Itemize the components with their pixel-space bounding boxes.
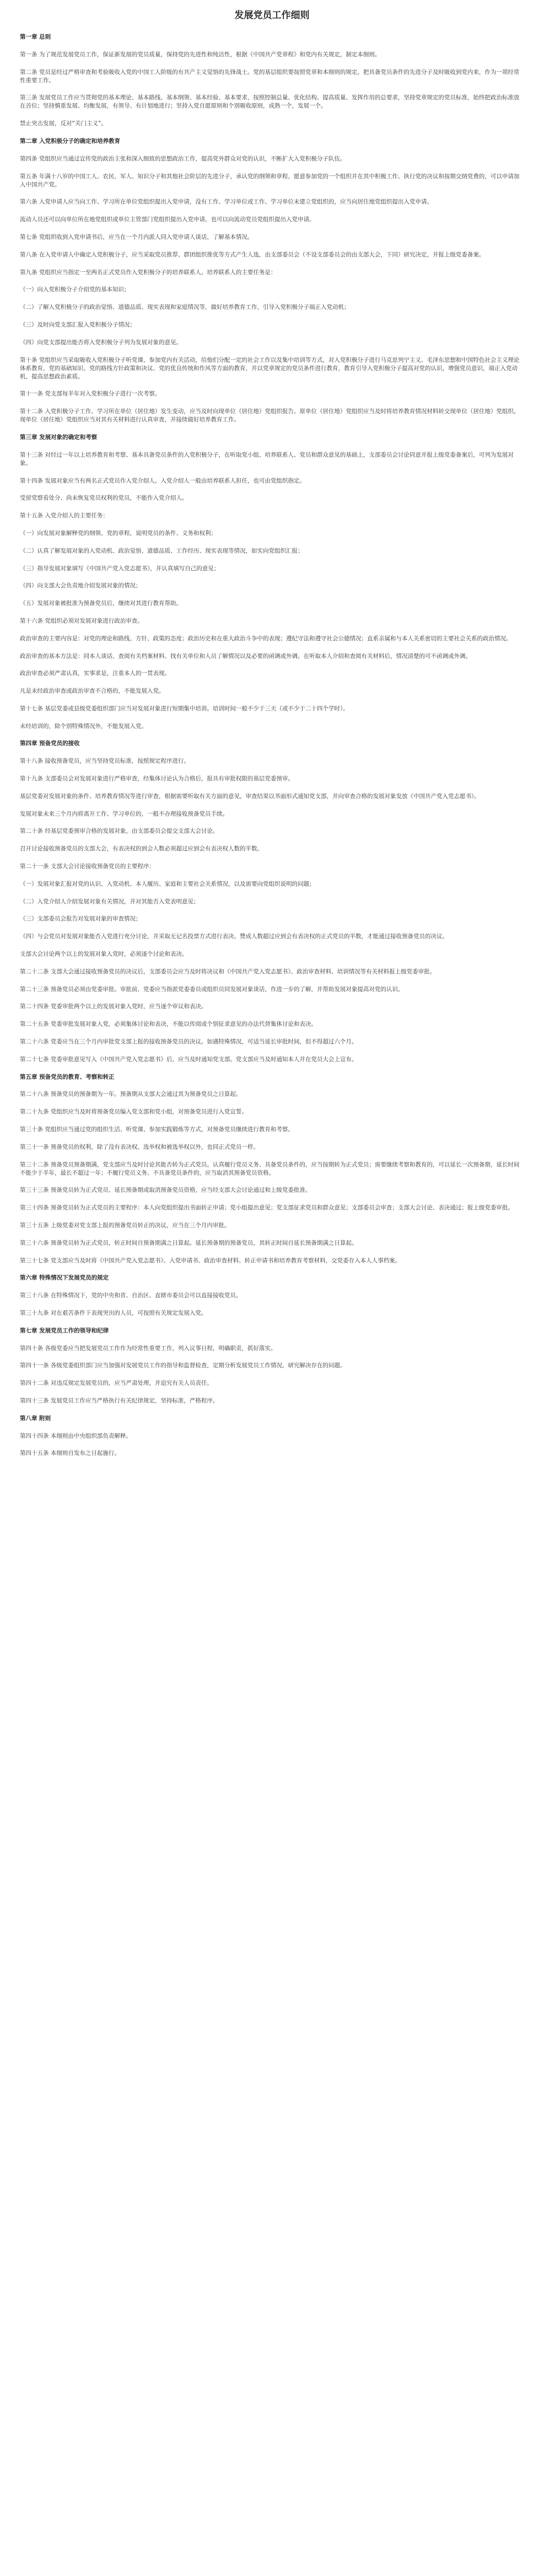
- paragraph: 第十一条 党支部每半年对入党积极分子进行一次考察。: [20, 390, 161, 398]
- paragraph: 第二十二条 支部大会通过接收预备党员的决议后，支部委员会应当及时将决议和《中国共产党入党志愿书》、政治审查材料、培训情况等有关材料报上级党委审批。: [20, 968, 436, 975]
- paragraph: （三）支部委员会报告对发展对象的审查情况；: [20, 915, 142, 923]
- paragraph: 凡是未经政治审查或政治审查不合格的，不能发展入党。: [20, 688, 165, 695]
- paragraph: 第三十三条 预备党员转为正式党员、延长预备期或取消预备党员资格，应当经支部大会讨论通过和上级党委批准。: [20, 1187, 311, 1194]
- paragraph: 第三十七条 党支部应当及时将《中国共产党入党志愿书》、入党申请书、政治审查材料、转正申请书和培养教育考察材料，交党委存入本人人事档案。: [20, 1257, 401, 1264]
- paragraph: 第三条 发展党员工作应当贯彻党的基本理论、基本路线、基本纲领、基本经验、基本要求，按照控制总量、优化结构、提高质量、发挥作用的总要求，坚持党章规定的党员标准，始终把政治标准放在首位；坚持慎重发展、均衡发展，有领导、有计划地进行；坚持入党自愿原则和个别吸收原则，成熟一个，发展一个。: [20, 94, 520, 110]
- paragraph: 第一条 为了规范发展党员工作，保证新发展的党员质量，保持党的先进性和纯洁性，根据《中国共产党章程》和党内有关规定，制定本细则。: [20, 51, 381, 58]
- chapter-heading: 第八章 附则: [20, 1415, 51, 1422]
- paragraph: 第十五条 入党介绍人的主要任务：: [20, 512, 109, 520]
- paragraph: 第十条 党组织应当采取吸收入党积极分子听党课、参加党内有关活动，给他们分配一定的社会工作以及集中培训等方式，对入党积极分子进行马克思列宁主义、毛泽东思想和中国特色社会主义理论体系教育，党的基础知识、党的路线方针政策和决议、党的优良传统和作风等方面的教育，并以党章规定的党员条件进行教育，教育引导入党积极分子提高对党的认识，增强党员意识，端正入党动机，提高思想政治素质。: [20, 356, 520, 380]
- paragraph: 第七条 党组织收到入党申请书后，应当在一个月内派人同入党申请人谈话，了解基本情况。: [20, 233, 254, 240]
- paragraph: 第二十七条 党委审批意见写入《中国共产党入党志愿书》后，应当及时通知党支部。党支部应当及时通知本人并在党员大会上宣布。: [20, 1056, 358, 1063]
- paragraph: （二）了解入党积极分子的政治觉悟、道德品质、现实表现和家庭情况等，做好培养教育工作，引导入党积极分子端正入党动机；: [20, 304, 350, 311]
- chapter-heading: 第二章 入党积极分子的确定和培养教育: [20, 137, 121, 144]
- paragraph: （四）与会党员对发展对象能否入党进行充分讨论，并采取无记名投票方式进行表决。赞成人数超过应到会有表决权的正式党员的半数，才能通过接收预备党员的决议。: [20, 933, 448, 940]
- paragraph: 第十四条 发展对象应当有两名正式党员作入党介绍人。入党介绍人一般由培养联系人担任，也可由党组织指定。: [20, 477, 305, 484]
- paragraph: （一）向发展对象解释党的纲领、党的章程，说明党员的条件、义务和权利；: [20, 529, 217, 537]
- paragraph: 第四十四条 本细则由中央组织部负责解释。: [20, 1432, 132, 1439]
- paragraph: 第五条 年满十八岁的中国工人、农民、军人、知识分子和其他社会阶层的先进分子，承认党的纲领和章程，愿意参加党的一个组织并在其中积极工作、执行党的决议和按期交纳党费的，可以申请加入中国共产党。: [20, 173, 520, 188]
- paragraph: （一）发展对象汇报对党的认识、入党动机、本人履历、家庭和主要社会关系情况，以及需要向党组织说明的问题；: [20, 880, 315, 887]
- paragraph: 第三十六条 预备党员转为正式党员，转正时间自预备期满之日算起。延长预备期的预备党员，其转正时间自延长预备期满之日算起。: [20, 1239, 358, 1246]
- paragraph: 第十六条 党组织必须对发展对象进行政治审查。: [20, 617, 143, 624]
- paragraph: （五）发展对象被批准为预备党员后，继续对其进行教育帮助。: [20, 600, 182, 607]
- paragraph: （二）入党介绍人介绍发展对象有关情况，并对其能否入党表明意见；: [20, 898, 200, 905]
- paragraph: 第三十一条 预备党员的权利，除了没有表决权、选举权和被选举权以外，也同正式党员一样。: [20, 1143, 259, 1150]
- paragraph: 第二十一条 支部大会讨论接收预备党员的主要程序：: [20, 863, 155, 870]
- paragraph: 第三十四条 预备党员转为正式党员的主要程序：本人向党组织提出书面转正申请；党小组提出意见；党支部征求党员和群众意见；支部委员会审查；支部大会讨论、表决通过；报上级党委审批。: [20, 1204, 514, 1212]
- paragraph: 第六条 入党申请人应当向工作、学习所在单位党组织提出入党申请，没有工作、学习单位或工作、学习单位未建立党组织的，应当向居住地党组织提出入党申请。: [20, 199, 433, 206]
- paragraph: 流动人员还可以向单位所在地党组织或单位主管部门党组织提出入党申请，也可以向流动党员党组织提出入党申请。: [20, 216, 315, 223]
- paragraph: 第三十八条 在特殊情况下，党的中央和省、自治区、直辖市委员会可以直接接收党员。: [20, 1292, 242, 1299]
- chapter-heading: 第一章 总则: [20, 34, 51, 40]
- paragraph: 召开讨论接收预备党员的支部大会，有表决权的到会人数必须超过应到会有表决权人数的半数。: [20, 845, 263, 853]
- paragraph: 第十二条 入党积极分子工作、学习所在单位（居住地）发生变动，应当及时向现单位（居住地）党组织报告。原单位（居住地）党组织应当及时将培养教育情况材料转交现单位（居住地）党组织。现单位（居住地）党组织应当对其有关材料进行认真审查，并接续做好培养教育工作。: [20, 408, 520, 424]
- paragraph: 发展对象未来三个月内将离开工作、学习单位的，一般不办理接收预备党员手续。: [20, 810, 228, 817]
- paragraph: （四）向党支部提出能否将入党积极分子列为发展对象的意见。: [20, 339, 182, 346]
- paragraph: 第九条 党组织应当指定一至两名正式党员作入党积极分子的培养联系人。培养联系人的主要任务是：: [20, 269, 277, 276]
- paragraph: 第二十四条 党委审批两个以上的发展对象入党时，应当逐个审议和表决。: [20, 1003, 207, 1010]
- paragraph: 第十九条 支部委员会对发展对象进行严格审查，经集体讨论认为合格后，报具有审批权限的基层党委预审。: [20, 775, 294, 783]
- paragraph: 未经培训的，除个别特殊情况外，不能发展入党。: [20, 722, 147, 730]
- paragraph: 第八条 在入党申请人中确定入党积极分子，应当采取党员推荐、群团组织推优等方式产生人选，由支部委员会（不设支部委员会的由支部大会，下同）研究决定，并报上级党委备案。: [20, 251, 485, 258]
- paragraph: 第四十五条 本细则自发布之日起施行。: [20, 1450, 120, 1457]
- paragraph: 基层党委对发展对象的条件、培养教育情况等进行审查，根据需要听取有关方面的意见，审查结果以书面形式通知党支部，并向审查合格的发展对象发放《中国共产党入党志愿书》。: [20, 792, 480, 800]
- paragraph: 禁止突击发展，反对“关门主义”。: [20, 120, 107, 127]
- paragraph: （三）指导发展对象填写《中国共产党入党志愿书》，并认真填写自己的意见；: [20, 565, 220, 572]
- paragraph: 政治审查必须严肃认真，实事求是，注重本人的一贯表现。: [20, 670, 170, 677]
- paragraph: 政治审查的主要内容是：对党的理论和路线、方针、政策的态度；政治历史和在重大政治斗争中的表现；遵纪守法和遵守社会公德情况；直系亲属和与本人关系密切的主要社会关系的政治情况。: [20, 635, 512, 642]
- document-body: [20, 33, 524, 1458]
- paragraph: （三）及时向党支部汇报入党积极分子情况；: [20, 321, 136, 328]
- paragraph: （一）向入党积极分子介绍党的基本知识；: [20, 286, 130, 293]
- chapter-heading: 第六章 特殊情况下发展党员的规定: [20, 1274, 109, 1282]
- chapter-heading: 第七章 发展党员工作的领导和纪律: [20, 1327, 109, 1334]
- paragraph: 第三十二条 预备党员预备期满，党支部应当及时讨论其能否转为正式党员。认真履行党员义务、具备党员条件的，应当按期转为正式党员；需要继续考察和教育的，可以延长一次预备期，延长时间不能少于半年，最长不超过一年；不履行党员义务、不具备党员条件的，应当取消其预备党员资格。: [20, 1161, 520, 1176]
- paragraph: （二）认真了解发展对象的入党动机、政治觉悟、道德品质、工作经历、现实表现等情况，如实向党组织汇报；: [20, 547, 304, 554]
- chapter-heading: 第四章 预备党员的接收: [20, 740, 80, 747]
- paragraph: 第二十五条 党委审批发展对象入党，必须集体讨论和表决，不能以传阅或个别征求意见的办法代替集体讨论和表决。: [20, 1021, 317, 1028]
- paragraph: 政治审查的基本方法是：同本人谈话、查阅有关档案材料、找有关单位和人员了解情况以及必要的函调或外调。在听取本人介绍和查阅有关材料后，情况清楚的可不函调或外调。: [20, 652, 471, 660]
- document-title: 发展党员工作细则: [234, 10, 310, 21]
- paragraph: 第二条 党员是经过严格审查和考验吸收入党的中国工人阶级的有共产主义觉悟的先锋战士。党的基层组织要按照党章和本细则的规定，把具备党员条件的先进分子及时吸收到党内来，作为一项经常性重要工作。: [20, 68, 520, 84]
- paragraph: 第三十条 党组织应当通过党的组织生活、听党课、参加实践锻炼等方式，对预备党员继续进行教育和考察。: [20, 1126, 294, 1133]
- paragraph: 第十八条 接收预备党员，应当坚持党员标准，按照规定程序进行。: [20, 758, 190, 765]
- paragraph: 第十七条 基层党委或县级党委组织部门应当对发展对象进行短期集中培训。培训时间一般不少于三天（或不少于二十四个学时）。: [20, 705, 349, 712]
- paragraph: 第四条 党组织应当通过宣传党的政治主张和深入细致的思想政治工作，提高党外群众对党的认识，不断扩大入党积极分子队伍。: [20, 155, 346, 162]
- paragraph: 第四十一条 各级党委组织部门应当加强对发展党员工作的指导和监督检查，定期分析发展党员工作情况，研究解决存在的问题。: [20, 1362, 346, 1369]
- chapter-heading: 第三章 发展对象的确定和考察: [20, 433, 98, 441]
- paragraph: （四）向支部大会负责地介绍发展对象的情况；: [20, 582, 142, 590]
- chapter-heading: 第五章 预备党员的教育、考察和转正: [20, 1073, 115, 1080]
- paragraph: 第三十九条 对在艰苦条件下表现突出的人员，可按照有关规定发展入党。: [20, 1309, 207, 1316]
- paragraph: 第二十八条 预备党员的预备期为一年。预备期从支部大会通过其为预备党员之日算起。: [20, 1091, 242, 1098]
- paragraph: 第四十二条 对违反规定发展党员的，应当严肃处理，并追究有关人员责任。: [20, 1380, 213, 1387]
- paragraph: 第二十九条 党组织应当及时将预备党员编入党支部和党小组，对预备党员进行入党宣誓。: [20, 1108, 247, 1116]
- paragraph: 第十三条 对经过一年以上培养教育和考察、基本具备党员条件的入党积极分子，在听取党小组、培养联系人、党员和群众意见的基础上，支部委员会讨论同意并报上级党委备案后，可列为发展对象。: [20, 451, 514, 467]
- paragraph: 第二十条 经基层党委预审合格的发展对象，由支部委员会提交支部大会讨论。: [20, 828, 219, 835]
- paragraph: 第二十六条 党委应当在三个月内审批党支部上报的接收预备党员的决议。如遇特殊情况，可适当延长审批时间，但不得超过六个月。: [20, 1038, 358, 1046]
- paragraph: 支部大会讨论两个以上的发展对象入党时，必须逐个讨论和表决。: [20, 951, 188, 958]
- paragraph: 第二十三条 预备党员必须由党委审批。审批前，党委应当指派党委委员或组织员同发展对象谈话，作进一步的了解，并帮助发展对象提高对党的认识。: [20, 986, 404, 993]
- paragraph: 第四十条 各级党委应当把发展党员工作作为经常性重要工作，列入议事日程，明确职责，抓好落实。: [20, 1345, 277, 1352]
- paragraph: 受留党察看处分、尚未恢复党员权利的党员，不能作入党介绍人。: [20, 495, 188, 502]
- paragraph: 第三十五条 上级党委对党支部上报的预备党员转正的决议，应当在三个月内审批。: [20, 1222, 230, 1229]
- paragraph: 第四十三条 发展党员工作应当严格执行有关纪律规定，坚持标准，严格程序。: [20, 1397, 219, 1404]
